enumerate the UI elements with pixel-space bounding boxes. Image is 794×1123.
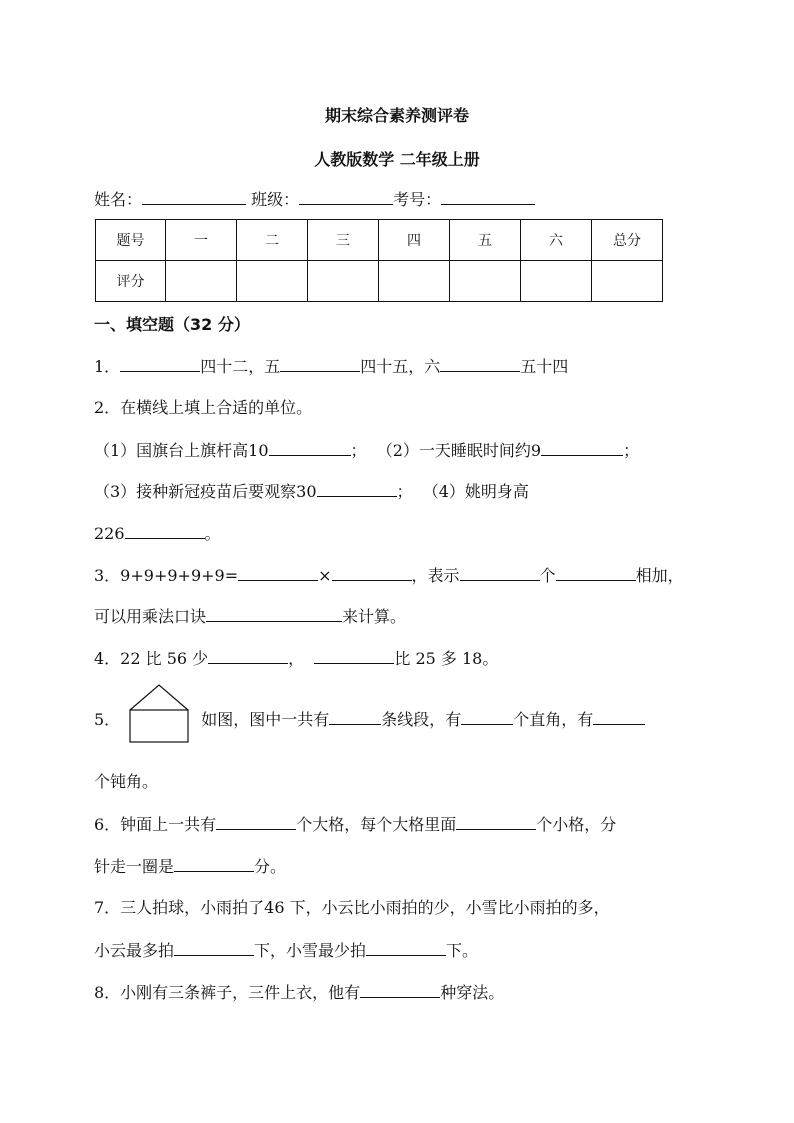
- score-cell[interactable]: [592, 261, 663, 302]
- question-2-row-3: [94, 521, 221, 546]
- question-text: 四十二，五: [200, 357, 281, 376]
- answer-blank[interactable]: [461, 707, 513, 725]
- question-text: （2）一天睡眠时间约9: [376, 441, 542, 460]
- answer-blank[interactable]: [269, 438, 351, 456]
- question-text: 226: [94, 524, 125, 543]
- question-6: [94, 812, 616, 837]
- question-text: ；: [396, 482, 413, 501]
- question-text: 来计算。: [342, 607, 407, 626]
- id-label: 考号：: [393, 190, 442, 209]
- answer-blank[interactable]: [366, 938, 446, 956]
- answer-blank[interactable]: [125, 521, 205, 539]
- answer-blank[interactable]: [120, 354, 200, 372]
- question-number: 1．: [94, 357, 121, 376]
- question-text: （4）姚明身高: [422, 482, 529, 501]
- table-header-cell: 一: [166, 220, 237, 261]
- question-text: 下。: [446, 941, 479, 960]
- score-cell[interactable]: [379, 261, 450, 302]
- table-header-cell: 六: [521, 220, 592, 261]
- question-text: 种穿法。: [440, 983, 505, 1002]
- exam-subtitle: 人教版数学 二年级上册: [314, 150, 480, 169]
- answer-blank[interactable]: [440, 354, 520, 372]
- question-text: 4．22 比 56 少: [94, 649, 209, 668]
- question-text: （3）接种新冠疫苗后要观察30: [94, 482, 317, 501]
- question-text: 五十四: [520, 357, 569, 376]
- answer-blank[interactable]: [360, 980, 440, 998]
- question-text: 针走一圈是: [94, 857, 175, 876]
- question-text: 6．钟面上一共有: [94, 815, 217, 834]
- question-6-row-2: [94, 854, 286, 879]
- table-row: [96, 261, 663, 302]
- table-header-cell: 五: [450, 220, 521, 261]
- name-label: 姓名：: [94, 190, 143, 209]
- question-3-row-2: [94, 604, 406, 629]
- question-text: 分。: [254, 857, 287, 876]
- answer-blank[interactable]: [208, 646, 288, 664]
- table-header-cell: 总分: [592, 220, 663, 261]
- question-2: 2．在横线上填上合适的单位。: [94, 398, 313, 417]
- class-field[interactable]: [299, 187, 393, 205]
- question-number: 5．: [94, 710, 121, 729]
- answer-blank[interactable]: [174, 938, 254, 956]
- class-label: 班级：: [251, 190, 300, 209]
- name-field[interactable]: [142, 187, 246, 205]
- question-text: 条线段，有: [381, 710, 462, 729]
- question-text: （1）国旗台上旗杆高10: [94, 441, 269, 460]
- question-text: ；: [350, 441, 367, 460]
- question-text: ；: [623, 441, 640, 460]
- table-header-cell: 题号: [96, 220, 166, 261]
- question-8: [94, 980, 504, 1005]
- answer-blank[interactable]: [593, 707, 645, 725]
- question-text: ，: [288, 649, 305, 668]
- question-7-row-2: [94, 938, 478, 963]
- question-text: 下，小雪最少拍: [254, 941, 367, 960]
- question-text: 。: [204, 524, 221, 543]
- question-text: 四十五，六: [360, 357, 441, 376]
- question-4: [94, 646, 498, 671]
- answer-blank[interactable]: [332, 563, 412, 581]
- student-info-row: [94, 187, 535, 212]
- answer-blank[interactable]: [317, 479, 397, 497]
- question-text: 小云最多拍: [94, 941, 175, 960]
- answer-blank[interactable]: [280, 354, 360, 372]
- question-7: 7．三人拍球，小雨拍了46 下，小云比小雨拍的少，小雪比小雨拍的多，: [94, 898, 610, 917]
- question-text: 3．9+9+9+9+9=: [94, 566, 239, 585]
- answer-blank[interactable]: [541, 438, 623, 456]
- answer-blank[interactable]: [174, 854, 254, 872]
- question-text: 个直角，有: [513, 710, 594, 729]
- question-text: 比 25 多 18。: [394, 649, 499, 668]
- table-header-cell: 三: [308, 220, 379, 261]
- table-header-cell: 二: [237, 220, 308, 261]
- answer-blank[interactable]: [329, 707, 381, 725]
- exam-title: 期末综合素养测评卷: [324, 106, 469, 125]
- score-cell[interactable]: [308, 261, 379, 302]
- table-row-label: 评分: [96, 261, 166, 302]
- answer-blank[interactable]: [206, 604, 342, 622]
- question-text: ，表示: [411, 566, 460, 585]
- question-5: [94, 707, 645, 732]
- question-text: 可以用乘法口诀: [94, 607, 207, 626]
- question-text: 个: [539, 566, 556, 585]
- question-1: [94, 354, 568, 379]
- question-text: 个小格，分: [536, 815, 617, 834]
- question-2-row-2: [94, 479, 529, 504]
- question-text: 如图，图中一共有: [201, 710, 330, 729]
- answer-blank[interactable]: [314, 646, 394, 664]
- question-text: 相加，: [635, 566, 684, 585]
- question-3: [94, 563, 684, 588]
- answer-blank[interactable]: [238, 563, 318, 581]
- table-row: [96, 220, 663, 261]
- question-text: 个大格，每个大格里面: [296, 815, 457, 834]
- score-cell[interactable]: [166, 261, 237, 302]
- section-heading: 一、填空题（32 分）: [94, 315, 250, 334]
- question-5-row-2: 个钝角。: [94, 772, 159, 791]
- table-header-cell: 四: [379, 220, 450, 261]
- score-cell[interactable]: [521, 261, 592, 302]
- answer-blank[interactable]: [216, 812, 296, 830]
- question-2-row-1: [94, 438, 639, 463]
- score-cell[interactable]: [450, 261, 521, 302]
- score-table: [95, 219, 663, 302]
- answer-blank[interactable]: [456, 812, 536, 830]
- score-cell[interactable]: [237, 261, 308, 302]
- id-field[interactable]: [441, 187, 535, 205]
- answer-blank[interactable]: [460, 563, 540, 581]
- question-text: 8．小刚有三条裤子，三件上衣，他有: [94, 983, 361, 1002]
- times-sign: ×: [318, 566, 332, 585]
- answer-blank[interactable]: [556, 563, 636, 581]
